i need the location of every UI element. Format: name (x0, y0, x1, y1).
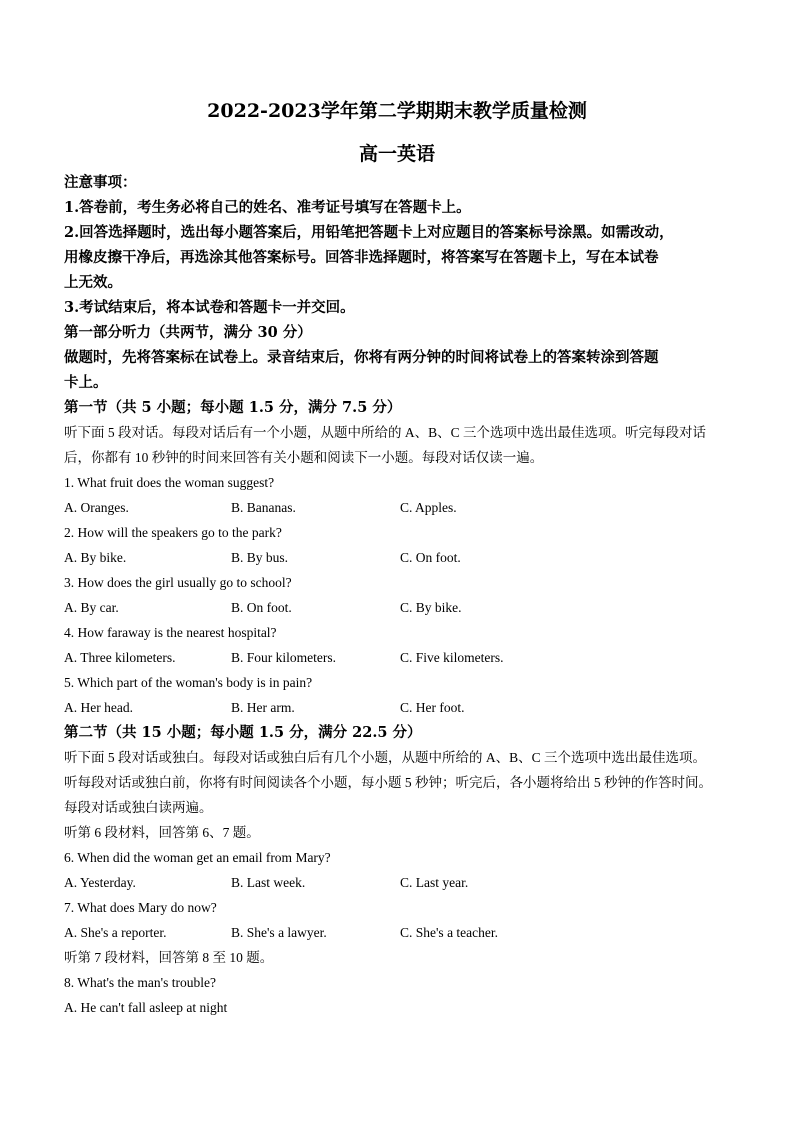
question-7: 7. What does Mary do now? (64, 900, 217, 915)
question-5: 5. Which part of the woman's body is in pain? (64, 675, 313, 690)
part1-instruction-line-1: 做题时，先将答案标在试卷上。录音结束后，你将有两分钟的时间将试卷上的答案转涂到答题 (64, 349, 659, 366)
q6-option-a: A. Yesterday. (64, 875, 136, 890)
notes-item-2-line-1: 2.回答选择题时，选出每小题答案后，用铅笔把答题卡上对应题目的答案标号涂黑。如需改动， (64, 224, 674, 241)
q3-option-c: C. By bike. (400, 600, 462, 615)
question-8: 8. What's the man's trouble? (64, 975, 216, 990)
question-4: 4. How faraway is the nearest hospital? (64, 625, 277, 640)
section1-instruction-line-1: 听下面 5 段对话。每段对话后有一个小题，从题中所给的 A、B、C 三个选项中选出最佳选项。听完每段对话 (64, 425, 707, 440)
q4-option-c: C. Five kilometers. (400, 650, 504, 665)
q3-option-a: A. By car. (64, 600, 119, 615)
q6-option-b: B. Last week. (231, 875, 306, 890)
section1-instruction-line-2: 后，你都有 10 秒钟的时间来回答有关小题和阅读下一小题。每段对话仅读一遍。 (64, 450, 544, 465)
q1-option-a: A. Oranges. (64, 500, 129, 515)
q2-option-c: C. On foot. (400, 550, 461, 565)
notes-item-2-line-3: 上无效。 (64, 274, 122, 291)
q7-option-b: B. She's a lawyer. (231, 925, 327, 940)
section2-heading: 第二节（共 15 小题；每小题 1.5 分，满分 22.5 分） (64, 724, 422, 741)
part1-instruction-line-2: 卡上。 (64, 374, 108, 391)
q5-option-b: B. Her arm. (231, 700, 295, 715)
q3-option-b: B. On foot. (231, 600, 292, 615)
section1-instructions (64, 420, 736, 470)
notes-block (64, 170, 736, 420)
question-6: 6. When did the woman get an email from Mary? (64, 850, 331, 865)
notes-item-3: 3.考试结束后，将本试卷和答题卡一并交回。 (64, 299, 355, 316)
notes-item-1: 1.答卷前，考生务必将自己的姓名、准考证号填写在答题卡上。 (64, 199, 471, 216)
q1-option-b: B. Bananas. (231, 500, 296, 515)
section2-instructions (64, 745, 736, 845)
section2-instruction-line-2: 听每段对话或独白前，你将有时间阅读各个小题，每小题 5 秒钟；听完后，各小题将给出 5 秒钟的作答时间。 (64, 775, 712, 790)
material-6-instruction: 听第 6 段材料，回答第 6、7 题。 (64, 825, 260, 840)
exam-title: 2022-2023学年第二学期期末教学质量检测 (207, 100, 587, 122)
question-3: 3. How does the girl usually go to school? (64, 575, 292, 590)
q1-option-c: C. Apples. (400, 500, 457, 515)
q7-option-c: C. She's a teacher. (400, 925, 499, 940)
q4-option-a: A. Three kilometers. (64, 650, 176, 665)
notes-heading: 注意事项： (64, 174, 137, 191)
part1-heading: 第一部分听力（共两节，满分 30 分） (64, 324, 312, 341)
q8-option-a: A. He can't fall asleep at night (64, 1000, 228, 1015)
q2-option-a: A. By bike. (64, 550, 127, 565)
question-1: 1. What fruit does the woman suggest? (64, 475, 275, 490)
section2-instruction-line-3: 每段对话或独白读两遍。 (64, 800, 213, 815)
notes-item-2-line-2: 用橡皮擦干净后，再选涂其他答案标号。回答非选择题时，将答案写在答题卡上，写在本试卷 (64, 249, 659, 266)
section1-heading: 第一节（共 5 小题；每小题 1.5 分，满分 7.5 分） (64, 399, 402, 416)
material-7-instruction: 听第 7 段材料，回答第 8 至 10 题。 (64, 950, 274, 965)
section2-instruction-line-1: 听下面 5 段对话或独白。每段对话或独白后有几个小题，从题中所给的 A、B、C 三个选项中选出最佳选项。 (64, 750, 707, 765)
q5-option-c: C. Her foot. (400, 700, 465, 715)
q4-option-b: B. Four kilometers. (231, 650, 336, 665)
question-2: 2. How will the speakers go to the park? (64, 525, 282, 540)
q7-option-a: A. She's a reporter. (64, 925, 167, 940)
exam-subject: 高一英语 (358, 143, 435, 165)
q6-option-c: C. Last year. (400, 875, 469, 890)
q2-option-b: B. By bus. (231, 550, 289, 565)
q5-option-a: A. Her head. (64, 700, 133, 715)
